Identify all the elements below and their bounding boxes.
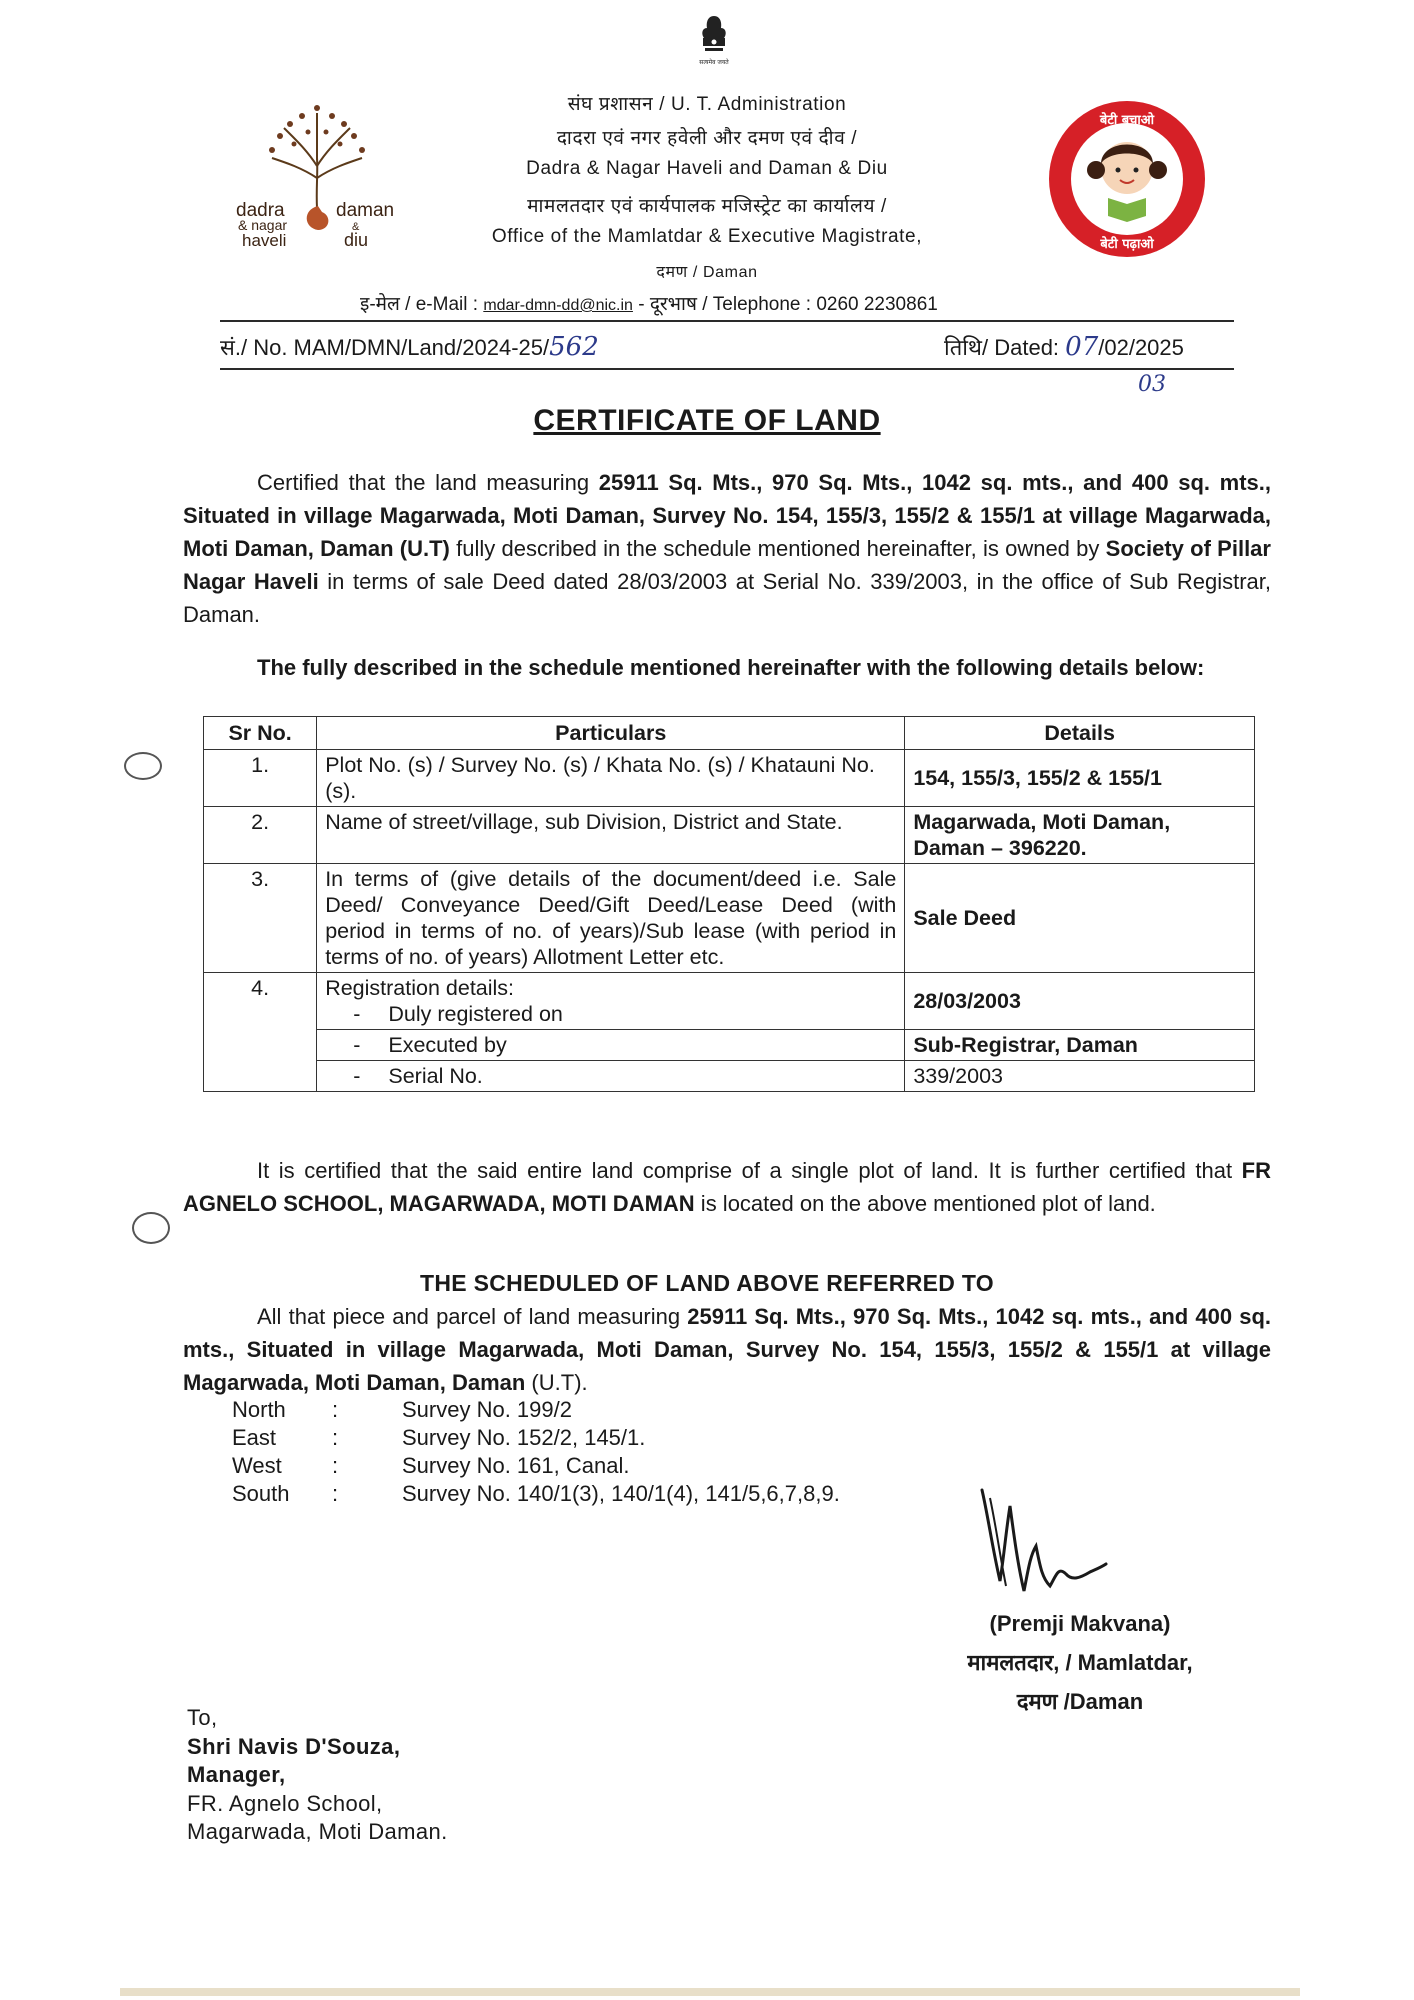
boundary-colon: : [332, 1397, 339, 1422]
boundary-row [232, 1424, 840, 1452]
table-cell-particulars: Name of street/village, sub Division, District and State. [317, 807, 905, 864]
date-label: तिथि/ Dated: [944, 335, 1066, 360]
recipient-to: To, [187, 1705, 218, 1730]
emblem-caption: सत्यमेव जयते [699, 59, 729, 66]
table-row [204, 807, 1255, 864]
text-segment: It is certified that the said entire land comprise of a single plot of land. It is further certified that [257, 1158, 1242, 1183]
logo-text-dadra: dadra [236, 200, 285, 221]
schedule-heading: THE SCHEDULED OF LAND ABOVE REFERRED TO [420, 1270, 994, 1296]
page-title-text: CERTIFICATE OF LAND [533, 404, 881, 437]
recipient-block [187, 1704, 448, 1847]
bold-text-segment: FR AGNELO SCHOOL, MAGARWADA, MOTI DAMAN [183, 1158, 1271, 1216]
email-label: इ-मेल / e-Mail : [360, 294, 484, 315]
table-row [204, 864, 1255, 973]
boundary-direction: West [232, 1453, 282, 1478]
table-cell-sr: 3. [204, 864, 317, 973]
registration-item-cell [317, 1030, 905, 1061]
table-cell-sr: 4. [204, 973, 317, 1092]
logo-text-diu: diu [344, 230, 369, 250]
logo-text-nagar: & nagar [238, 217, 288, 233]
recipient-line: Shri Navis D'Souza, [187, 1733, 401, 1759]
phone-number: 0260 2230861 [816, 294, 938, 315]
header-rule-bottom [220, 368, 1234, 370]
signatory-place: दमण /Daman [1016, 1689, 1144, 1714]
table-row [204, 973, 1255, 1030]
boundary-row [232, 1452, 840, 1480]
registration-item-label: - Executed by [325, 1032, 896, 1058]
boundary-direction: East [232, 1425, 277, 1450]
boundary-row [232, 1480, 840, 1508]
header-ut-english: Dadra & Nagar Haveli and Daman & Diu [526, 158, 888, 179]
punch-hole-mark [124, 752, 162, 780]
header-daman: दमण / Daman [656, 264, 758, 281]
table-row [204, 750, 1255, 807]
registration-item-cell [317, 1061, 905, 1092]
recipient-line: FR. Agnelo School, [187, 1790, 383, 1816]
signatory-designation: मामलतदार, / Mamlatdar, [967, 1650, 1193, 1675]
table-row [204, 1061, 1255, 1092]
bold-text-segment: Society of Pillar Nagar Haveli [183, 536, 1271, 594]
text-segment: All that piece and parcel of land measuring [257, 1304, 688, 1329]
scan-edge-strip [120, 1988, 1300, 1996]
registration-item-label: - Serial No. [325, 1063, 896, 1089]
handwritten-signature [970, 1486, 1110, 1616]
table-cell-details: 154, 155/3, 155/2 & 155/1 [905, 750, 1255, 807]
recipient-line: Magarwada, Moti Daman. [187, 1819, 448, 1844]
boundary-row [232, 1396, 840, 1424]
header-administration: संघ प्रशासन / U. T. Administration [567, 94, 847, 115]
registration-item-label: - Duly registered on [325, 1001, 896, 1027]
registration-label: Registration details: [325, 976, 515, 1000]
email-link[interactable]: mdar-dmn-dd@nic.in [483, 297, 633, 314]
bold-text-segment: 25911 Sq. Mts., 970 Sq. Mts., 1042 sq. mts., and 400 sq. mts., Situated in village Magarwada, Moti Daman, Survey No. 154, 155/3, 155/2 & 155/1 at village Magarwada, Moti Daman, Daman [183, 1304, 1271, 1395]
bbbp-top-text: बेटी बचाओ [1099, 113, 1155, 128]
registration-item-value: Sub-Registrar, Daman [905, 1030, 1255, 1061]
text-segment: in terms of sale Deed dated 28/03/2003 at Serial No. 339/2003, in the office of Sub Registrar, Daman. [183, 569, 1271, 627]
reference-number [220, 332, 599, 362]
table-header-particulars: Particulars [317, 717, 905, 750]
table-cell-details: Magarwada, Moti Daman, Daman – 396220. [905, 807, 1255, 864]
intro-paragraph [183, 466, 1271, 631]
header-rule-top [220, 320, 1234, 322]
table-cell-sr: 1. [204, 750, 317, 807]
registration-item-value: 28/03/2003 [905, 973, 1255, 1030]
boundary-value: Survey No. 161, Canal. [402, 1453, 630, 1478]
table-row [204, 1030, 1255, 1061]
table-header-sr: Sr No. [204, 717, 317, 750]
boundary-direction: South [232, 1481, 290, 1506]
text-segment: (U.T). [525, 1370, 588, 1395]
signatory-block [940, 1604, 1220, 1721]
text-segment: Certified that the land measuring [257, 470, 599, 495]
header-ut-hindi: दादरा एवं नगर हवेली और दमण एवं दीव / [556, 128, 858, 149]
certification-paragraph [183, 1154, 1271, 1220]
date-day-handwritten: 07 [1065, 332, 1099, 362]
logo-text-amp: & [352, 221, 360, 233]
recipient-line: Manager, [187, 1762, 286, 1787]
beti-bachao-beti-padhao-logo [1046, 98, 1208, 260]
signatory-name: (Premji Makvana) [989, 1611, 1171, 1636]
registration-item-value: 339/2003 [905, 1061, 1255, 1092]
header-office-english: Office of the Mamlatdar & Executive Magistrate, [491, 226, 923, 247]
boundary-colon: : [332, 1453, 339, 1478]
boundaries-list [232, 1396, 840, 1508]
table-cell-details: Sale Deed [905, 864, 1255, 973]
boundary-colon: : [332, 1425, 339, 1450]
boundary-value: Survey No. 140/1(3), 140/1(4), 141/5,6,7,8,9. [402, 1481, 840, 1506]
logo-text-haveli: haveli [242, 231, 287, 250]
header-office-hindi: मामलतदार एवं कार्यपालक मजिस्ट्रेट का कार्यालय / [527, 196, 887, 217]
schedule-paragraph [183, 1300, 1271, 1399]
boundary-value: Survey No. 152/2, 145/1. [402, 1425, 646, 1450]
margin-note-handwritten: 03 [1138, 372, 1166, 397]
national-emblem-icon [694, 14, 734, 68]
table-header-row [204, 717, 1255, 750]
date-rest: /02/2025 [1098, 335, 1184, 360]
bbbp-bottom-text: बेटी पढ़ाओ [1100, 237, 1154, 252]
reference-number-label: सं./ No. MAM/DMN/Land/2024-25/ [220, 335, 550, 360]
land-details-table [203, 716, 1255, 1092]
registration-label-cell [317, 973, 905, 1030]
page-title [0, 404, 1414, 438]
table-header-details: Details [905, 717, 1255, 750]
logo-text-daman: daman [336, 200, 395, 221]
text-segment: is located on the above mentioned plot of land. [694, 1191, 1156, 1216]
reference-date [944, 332, 1184, 362]
text-segment: fully described in the schedule mentioned hereinafter, is owned by [449, 536, 1106, 561]
boundary-direction: North [232, 1397, 286, 1422]
boundary-colon: : [332, 1481, 339, 1506]
reference-number-handwritten: 562 [549, 332, 599, 362]
table-cell-sr: 2. [204, 807, 317, 864]
schedule-intro: The fully described in the schedule mentioned hereinafter with the following details below: [257, 655, 1205, 680]
contact-line [360, 290, 938, 316]
punch-hole-mark [132, 1212, 170, 1244]
phone-label: - दूरभाष / Telephone : [632, 294, 817, 315]
table-cell-particulars: In terms of (give details of the document/deed i.e. Sale Deed/ Conveyance Deed/Gift Deed/Lease Deed (with period in terms of no. of years)/Sub lease (with period in terms of no. of years) Allotment Letter etc. [317, 864, 905, 973]
table-cell-particulars: Plot No. (s) / Survey No. (s) / Khata No. (s) / Khatauni No. (s). [317, 750, 905, 807]
bold-text-segment: 25911 Sq. Mts., 970 Sq. Mts., 1042 sq. mts., and 400 sq. mts., Situated in village Magarwada, Moti Daman, Survey No. 154, 155/3, 155/2 & 155/1 at village Magarwada, Moti Daman, Daman (U.T) [183, 470, 1271, 561]
boundary-value: Survey No. 199/2 [402, 1397, 572, 1422]
